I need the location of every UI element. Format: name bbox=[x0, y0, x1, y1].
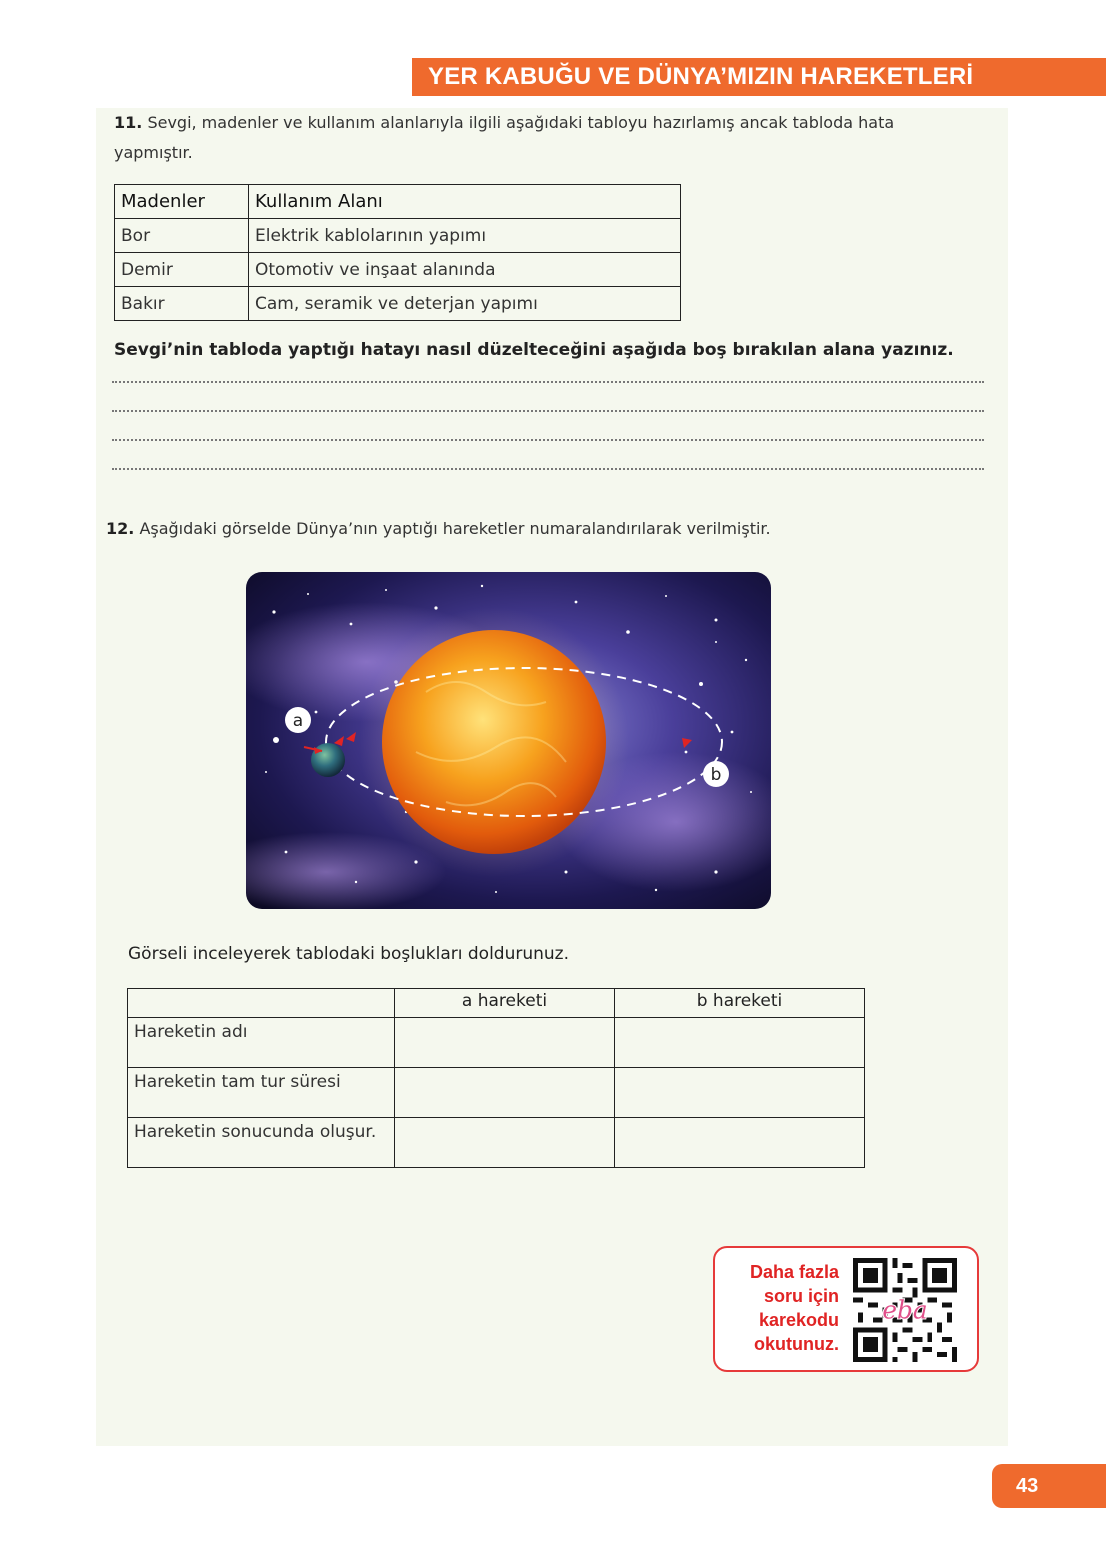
header-a-hareketi: a hareketi bbox=[395, 989, 615, 1018]
usage-cell: Cam, seramik ve deterjan yapımı bbox=[249, 287, 681, 321]
question-11-number: 11. bbox=[114, 113, 143, 132]
table-header-row bbox=[128, 989, 865, 1018]
answer-cell-a[interactable] bbox=[395, 1068, 615, 1118]
table-row bbox=[115, 287, 681, 321]
mineral-cell: Bakır bbox=[115, 287, 249, 321]
qr-code-icon[interactable] bbox=[853, 1258, 957, 1362]
qr-line: okutunuz. bbox=[754, 1334, 839, 1354]
usage-cell: Elektrik kablolarının yapımı bbox=[249, 219, 681, 253]
question-12-text bbox=[106, 514, 771, 544]
answer-cell-b[interactable] bbox=[615, 1068, 865, 1118]
answer-line[interactable] bbox=[112, 410, 984, 412]
eba-logo-text: eba bbox=[882, 1295, 928, 1325]
mineral-cell: Demir bbox=[115, 253, 249, 287]
table-header-row bbox=[115, 185, 681, 219]
table-row bbox=[128, 1068, 865, 1118]
question-11-instruction: Sevgi’nin tabloda yaptığı hatayı nasıl düzelteceğini aşağıda boş bırakılan alana yazınız. bbox=[114, 340, 954, 360]
row-label: Hareketin sonucunda oluşur. bbox=[128, 1118, 395, 1168]
page-number-badge bbox=[992, 1464, 1106, 1508]
page-number: 43 bbox=[1016, 1475, 1039, 1497]
minerals-table bbox=[114, 184, 681, 321]
header-kullanim-alani: Kullanım Alanı bbox=[249, 185, 681, 219]
earth-sun-image bbox=[246, 572, 771, 909]
answer-line[interactable] bbox=[112, 381, 984, 383]
table-row bbox=[115, 253, 681, 287]
header-empty bbox=[128, 989, 395, 1018]
question-12-line: Aşağıdaki görselde Dünya’nın yaptığı hareketler numaralandırılarak verilmiştir. bbox=[139, 519, 771, 538]
header-b-hareketi: b hareketi bbox=[615, 989, 865, 1018]
qr-line: Daha fazla bbox=[749, 1262, 839, 1282]
row-label: Hareketin adı bbox=[128, 1018, 395, 1068]
motions-table bbox=[127, 988, 865, 1168]
question-12-number: 12. bbox=[106, 519, 135, 538]
table-row bbox=[115, 219, 681, 253]
answer-line[interactable] bbox=[112, 439, 984, 441]
table-row bbox=[128, 1018, 865, 1068]
question-11-text bbox=[114, 108, 974, 138]
usage-cell: Otomotiv ve inşaat alanında bbox=[249, 253, 681, 287]
answer-line[interactable] bbox=[112, 468, 984, 470]
answer-cell-b[interactable] bbox=[615, 1118, 865, 1168]
answer-cell-a[interactable] bbox=[395, 1018, 615, 1068]
header-madenler: Madenler bbox=[115, 185, 249, 219]
answer-cell-a[interactable] bbox=[395, 1118, 615, 1168]
mineral-cell: Bor bbox=[115, 219, 249, 253]
question-12-instruction: Görseli inceleyerek tablodaki boşlukları doldurunuz. bbox=[128, 944, 570, 964]
unit-title: YER KABUĞU VE DÜNYA’MIZIN HAREKETLERİ bbox=[428, 63, 974, 90]
table-row bbox=[128, 1118, 865, 1168]
qr-code-box[interactable] bbox=[713, 1246, 979, 1372]
qr-line: soru için bbox=[763, 1286, 839, 1306]
question-11-line2: yapmıştır. bbox=[114, 143, 193, 162]
answer-cell-b[interactable] bbox=[615, 1018, 865, 1068]
unit-title-banner bbox=[412, 58, 1106, 96]
row-label: Hareketin tam tur süresi bbox=[128, 1068, 395, 1118]
label-b: b bbox=[710, 765, 722, 785]
qr-instruction bbox=[719, 1260, 839, 1356]
qr-line: karekodu bbox=[758, 1310, 839, 1330]
question-11-line1: Sevgi, madenler ve kullanım alanlarıyla ilgili aşağıdaki tabloyu hazırlamış ancak tabloda hata bbox=[147, 113, 895, 132]
label-a: a bbox=[292, 711, 304, 731]
